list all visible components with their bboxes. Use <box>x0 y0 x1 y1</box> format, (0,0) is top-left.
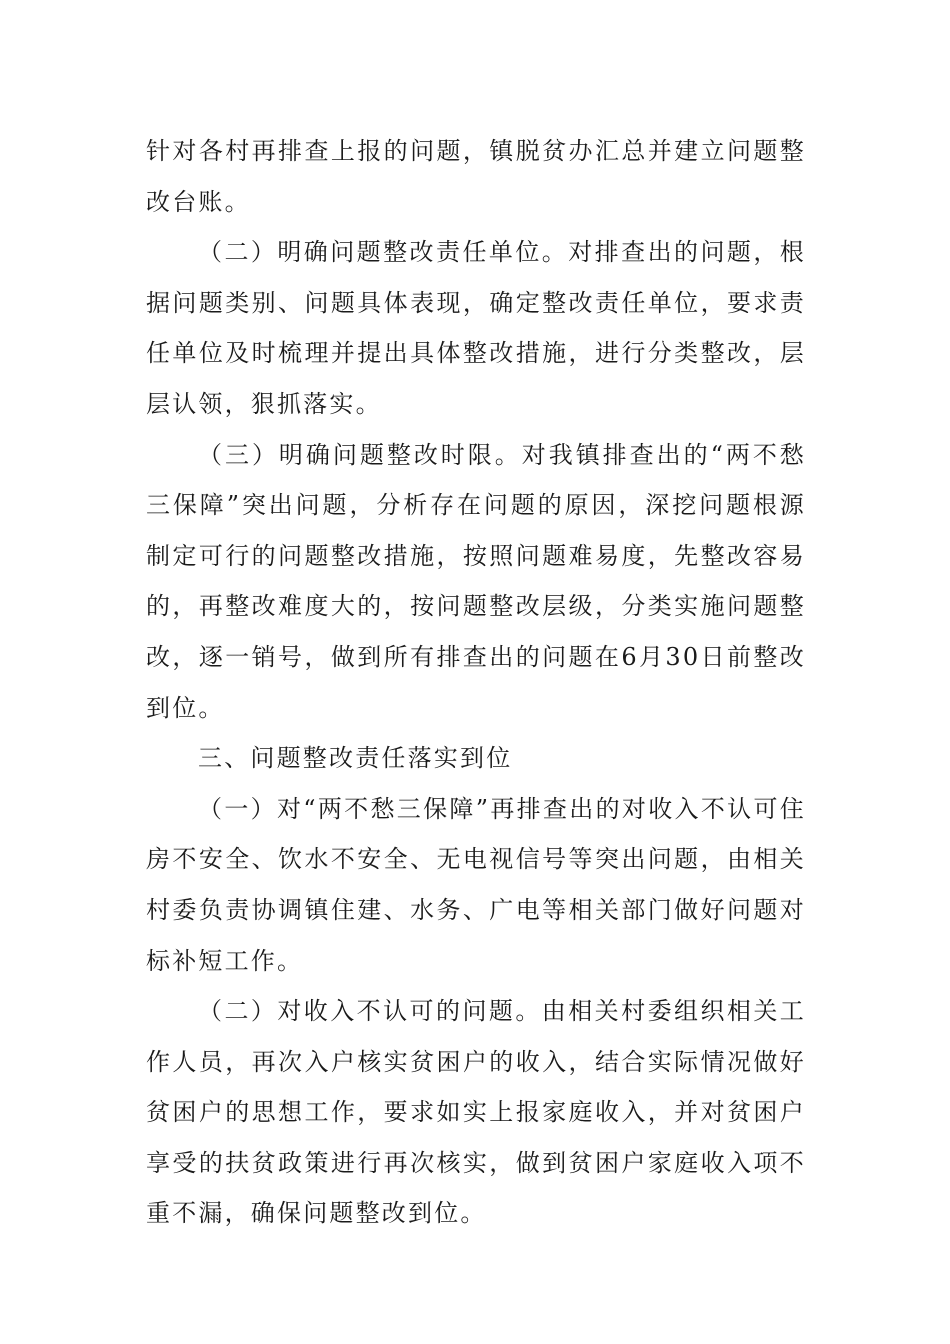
paragraph-village-coordination: （一）对“两不愁三保障”再排查出的对收入不认可住房不安全、饮水不安全、无电视信号等突出问题，由相关村委负责协调镇住建、水务、广电等相关部门做好问题对标补短工作。 <box>146 794 806 975</box>
paragraph-deadline: （三）明确问题整改时限。对我镇排查出的“两不愁三保障”突出问题，分析存在问题的原因，深挖问题根源制定可行的问题整改措施，按照问题难易度，先整改容易的，再整改难度大的，按问题整改层级，分类实施问题整改，逐一销号，做到所有排查出的问题在6月30日前整改到位。 <box>146 440 806 722</box>
paragraph-continuation: 针对各村再排查上报的问题，镇脱贫办汇总并建立问题整改台账。 <box>146 137 806 216</box>
document-body <box>146 126 806 1239</box>
section-heading: 三、问题整改责任落实到位 <box>198 744 513 773</box>
paragraph-income-verification: （二）对收入不认可的问题。由相关村委组织相关工作人员，再次入户核实贫困户的收入，结合实际情况做好贫困户的思想工作，要求如实上报家庭收入，并对贫困户享受的扶贫政策进行再次核实，做到贫困户家庭收入项不重不漏，确保问题整改到位。 <box>146 997 806 1228</box>
paragraph-responsible-units: （二）明确问题整改责任单位。对排查出的问题，根据问题类别、问题具体表现，确定整改责任单位，要求责任单位及时梳理并提出具体整改措施，进行分类整改，层层认领，狠抓落实。 <box>146 238 806 418</box>
